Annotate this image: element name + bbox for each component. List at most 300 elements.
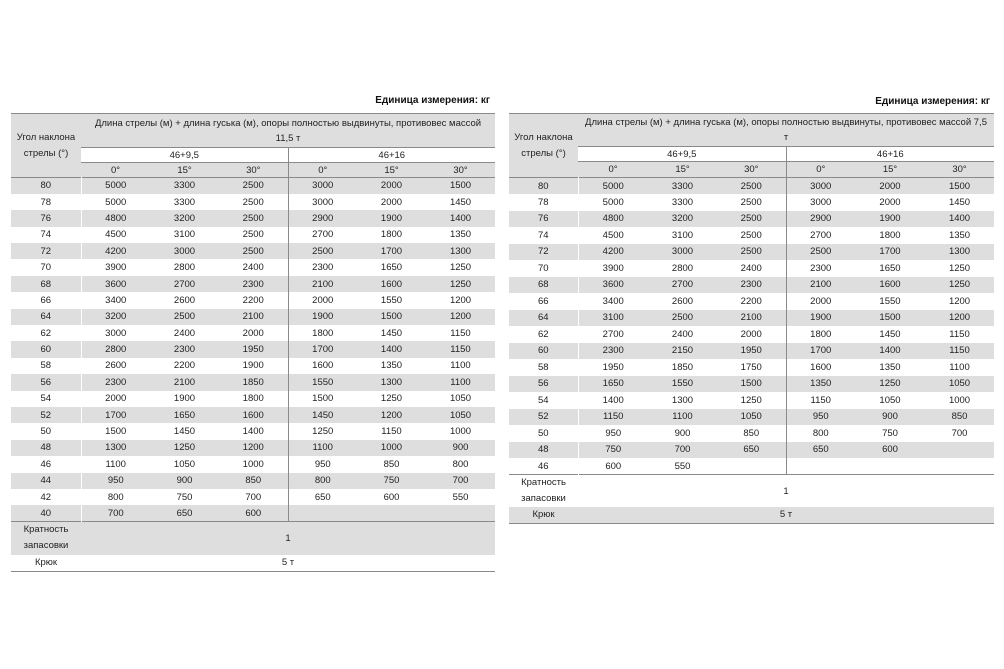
- load-value-cell: [717, 458, 786, 475]
- table-row: [11, 489, 495, 505]
- left-angle-col-header: 30°: [219, 163, 288, 178]
- load-value-cell: 1400: [855, 343, 925, 360]
- table-row: [11, 456, 495, 472]
- load-value-cell: 1350: [357, 358, 426, 374]
- load-value-cell: 2500: [717, 178, 786, 195]
- right-reeving-value: 1: [578, 475, 994, 508]
- load-value-cell: 1650: [855, 260, 925, 277]
- load-value-cell: 2300: [81, 374, 150, 390]
- load-value-cell: 3000: [288, 178, 357, 194]
- load-value-cell: 2500: [219, 227, 288, 243]
- boom-angle-cell: 44: [11, 473, 81, 489]
- load-value-cell: 3200: [150, 210, 219, 226]
- table-row: [509, 343, 994, 360]
- load-value-cell: 2500: [786, 244, 855, 261]
- load-value-cell: 1400: [925, 211, 994, 228]
- load-value-cell: 850: [357, 456, 426, 472]
- load-value-cell: 2100: [717, 310, 786, 327]
- right-angle-col-header: 30°: [717, 162, 786, 178]
- load-value-cell: 950: [786, 409, 855, 426]
- load-value-cell: 5000: [81, 178, 150, 194]
- load-value-cell: 1950: [717, 343, 786, 360]
- left-table-body: [11, 114, 495, 178]
- load-value-cell: 2600: [150, 292, 219, 308]
- load-value-cell: 1500: [357, 309, 426, 325]
- table-row: [11, 178, 495, 194]
- table-row: [509, 244, 994, 261]
- load-value-cell: 2000: [717, 326, 786, 343]
- load-value-cell: 1450: [426, 194, 495, 210]
- load-value-cell: 2900: [786, 211, 855, 228]
- table-row: [11, 292, 495, 308]
- load-value-cell: 1100: [426, 374, 495, 390]
- load-value-cell: 1250: [925, 277, 994, 294]
- load-value-cell: 2300: [219, 276, 288, 292]
- load-value-cell: 2100: [288, 276, 357, 292]
- load-value-cell: 3000: [288, 194, 357, 210]
- boom-angle-cell: 56: [509, 376, 578, 393]
- table-row: [11, 423, 495, 439]
- load-value-cell: 3100: [578, 310, 648, 327]
- load-value-cell: 5000: [81, 194, 150, 210]
- load-value-cell: 3100: [648, 227, 717, 244]
- right-hook-value: 5 т: [578, 507, 994, 523]
- load-value-cell: 1600: [786, 359, 855, 376]
- load-value-cell: 2200: [150, 358, 219, 374]
- load-value-cell: 1650: [357, 259, 426, 275]
- boom-angle-cell: 66: [11, 292, 81, 308]
- load-value-cell: 600: [855, 442, 925, 459]
- load-value-cell: 800: [288, 473, 357, 489]
- boom-angle-cell: 68: [509, 277, 578, 294]
- load-value-cell: 3300: [150, 178, 219, 194]
- right-angle-col-header: 30°: [925, 162, 994, 178]
- load-value-cell: 550: [426, 489, 495, 505]
- load-value-cell: 2500: [648, 310, 717, 327]
- load-value-cell: 1400: [219, 423, 288, 439]
- load-value-cell: 1350: [426, 227, 495, 243]
- load-value-cell: 3000: [150, 243, 219, 259]
- load-value-cell: 900: [426, 440, 495, 456]
- table-row: [11, 374, 495, 390]
- boom-angle-cell: 60: [11, 341, 81, 357]
- left-load-table: [11, 113, 495, 572]
- load-value-cell: 2500: [150, 309, 219, 325]
- load-value-cell: 1200: [925, 310, 994, 327]
- load-value-cell: 1400: [357, 341, 426, 357]
- load-value-cell: 650: [288, 489, 357, 505]
- load-value-cell: 1150: [426, 325, 495, 341]
- load-value-cell: 900: [855, 409, 925, 426]
- table-row: [11, 194, 495, 210]
- right-data-rows: [509, 178, 994, 475]
- table-row: [11, 259, 495, 275]
- load-value-cell: 1850: [219, 374, 288, 390]
- load-value-cell: 1100: [925, 359, 994, 376]
- load-value-cell: 600: [219, 505, 288, 521]
- table-row: [11, 358, 495, 374]
- boom-angle-cell: 42: [11, 489, 81, 505]
- boom-angle-cell: 70: [509, 260, 578, 277]
- table-row: [11, 276, 495, 292]
- load-value-cell: 1800: [786, 326, 855, 343]
- load-value-cell: 800: [786, 425, 855, 442]
- table-row: [509, 277, 994, 294]
- load-value-cell: 1300: [81, 440, 150, 456]
- boom-angle-cell: 48: [11, 440, 81, 456]
- load-value-cell: 1350: [786, 376, 855, 393]
- left-angle-col-header: 0°: [288, 163, 357, 178]
- left-reeving-value: 1: [81, 522, 495, 555]
- load-value-cell: 1900: [150, 391, 219, 407]
- load-value-cell: 1950: [219, 341, 288, 357]
- load-value-cell: [925, 458, 994, 475]
- load-value-cell: 900: [648, 425, 717, 442]
- load-value-cell: 1550: [855, 293, 925, 310]
- right-angle-col-header: 0°: [578, 162, 648, 178]
- right-hook-label: Крюк: [509, 507, 578, 523]
- boom-angle-cell: 54: [509, 392, 578, 409]
- load-value-cell: 1900: [219, 358, 288, 374]
- load-value-cell: 1650: [150, 407, 219, 423]
- table-row: [509, 293, 994, 310]
- left-data-rows: [11, 178, 495, 522]
- load-value-cell: 1450: [288, 407, 357, 423]
- load-value-cell: 1250: [150, 440, 219, 456]
- load-value-cell: 600: [357, 489, 426, 505]
- table-row: [509, 326, 994, 343]
- load-value-cell: 2500: [219, 243, 288, 259]
- load-value-cell: 2400: [150, 325, 219, 341]
- left-table-title: Длина стрелы (м) + длина гуська (м), опоры полностью выдвинуты, противовес массой 11,5 т: [81, 114, 495, 148]
- load-value-cell: 1200: [426, 309, 495, 325]
- load-value-cell: 1250: [855, 376, 925, 393]
- load-value-cell: 2700: [786, 227, 855, 244]
- load-value-cell: 1100: [81, 456, 150, 472]
- table-row: [509, 442, 994, 459]
- boom-angle-cell: 62: [11, 325, 81, 341]
- load-value-cell: 4500: [578, 227, 648, 244]
- boom-angle-cell: 50: [11, 423, 81, 439]
- load-value-cell: 1700: [855, 244, 925, 261]
- table-row: [509, 425, 994, 442]
- load-value-cell: 800: [426, 456, 495, 472]
- load-value-cell: 950: [288, 456, 357, 472]
- boom-angle-cell: 52: [509, 409, 578, 426]
- load-value-cell: 1250: [925, 260, 994, 277]
- load-value-cell: 2300: [288, 259, 357, 275]
- load-value-cell: 3900: [578, 260, 648, 277]
- load-value-cell: 1450: [855, 326, 925, 343]
- load-value-cell: 1100: [648, 409, 717, 426]
- table-row: [11, 243, 495, 259]
- load-value-cell: 1150: [786, 392, 855, 409]
- boom-angle-cell: 46: [509, 458, 578, 475]
- left-reeving-label: Кратность запасовки: [11, 522, 81, 555]
- load-value-cell: 1300: [648, 392, 717, 409]
- load-value-cell: 1700: [288, 341, 357, 357]
- load-value-cell: 2300: [717, 277, 786, 294]
- load-value-cell: 2000: [288, 292, 357, 308]
- load-value-cell: 1250: [357, 391, 426, 407]
- load-value-cell: 600: [578, 458, 648, 475]
- load-value-cell: 700: [648, 442, 717, 459]
- load-value-cell: 3300: [648, 194, 717, 211]
- boom-angle-cell: 64: [11, 309, 81, 325]
- load-value-cell: 750: [578, 442, 648, 459]
- load-value-cell: 800: [81, 489, 150, 505]
- load-value-cell: 2000: [855, 178, 925, 195]
- boom-angle-cell: 58: [509, 359, 578, 376]
- table-row: [11, 309, 495, 325]
- load-value-cell: 3300: [150, 194, 219, 210]
- load-value-cell: 1850: [648, 359, 717, 376]
- left-table-footer: [11, 522, 495, 572]
- load-value-cell: 2500: [717, 194, 786, 211]
- table-row: [509, 359, 994, 376]
- load-value-cell: 1550: [288, 374, 357, 390]
- load-value-cell: 2500: [219, 210, 288, 226]
- load-value-cell: 1050: [855, 392, 925, 409]
- load-value-cell: 2000: [357, 178, 426, 194]
- load-value-cell: 2800: [81, 341, 150, 357]
- boom-angle-cell: 74: [509, 227, 578, 244]
- left-group-header: 46+9,5: [81, 148, 288, 163]
- right-group-header: 46+16: [786, 147, 994, 162]
- load-value-cell: [855, 458, 925, 475]
- load-value-cell: 5000: [578, 178, 648, 195]
- load-value-cell: 550: [648, 458, 717, 475]
- table-row: [509, 178, 994, 195]
- load-value-cell: 2700: [578, 326, 648, 343]
- right-group-header: 46+9,5: [578, 147, 786, 162]
- left-angle-col-header: 15°: [357, 163, 426, 178]
- boom-angle-cell: 70: [11, 259, 81, 275]
- load-value-cell: 2800: [150, 259, 219, 275]
- load-value-cell: 750: [150, 489, 219, 505]
- left-group-header: 46+16: [288, 148, 495, 163]
- boom-angle-cell: 64: [509, 310, 578, 327]
- load-value-cell: 2100: [150, 374, 219, 390]
- load-value-cell: 1400: [426, 210, 495, 226]
- load-value-cell: 700: [925, 425, 994, 442]
- left-angle-col-header: 30°: [426, 163, 495, 178]
- load-value-cell: 1450: [357, 325, 426, 341]
- load-value-cell: 2000: [855, 194, 925, 211]
- load-value-cell: 1600: [357, 276, 426, 292]
- load-value-cell: 1300: [925, 244, 994, 261]
- right-load-table: [509, 113, 994, 524]
- table-row: [11, 210, 495, 226]
- right-table-title: Длина стрелы (м) + длина гуська (м), опоры полностью выдвинуты, противовес массой 7,5 т: [578, 114, 994, 147]
- load-value-cell: 3400: [578, 293, 648, 310]
- boom-angle-cell: 60: [509, 343, 578, 360]
- load-value-cell: 3300: [648, 178, 717, 195]
- boom-angle-cell: 62: [509, 326, 578, 343]
- load-value-cell: [786, 458, 855, 475]
- boom-angle-cell: 78: [11, 194, 81, 210]
- load-value-cell: 2500: [717, 227, 786, 244]
- load-value-cell: 1500: [81, 423, 150, 439]
- load-value-cell: 1450: [150, 423, 219, 439]
- load-value-cell: 1800: [219, 391, 288, 407]
- load-value-cell: 2400: [648, 326, 717, 343]
- table-row: [11, 341, 495, 357]
- right-table-body: [509, 114, 994, 178]
- load-value-cell: 650: [150, 505, 219, 521]
- load-value-cell: 1950: [578, 359, 648, 376]
- load-value-cell: 2000: [357, 194, 426, 210]
- load-value-cell: 700: [81, 505, 150, 521]
- load-value-cell: 650: [717, 442, 786, 459]
- load-value-cell: 1150: [578, 409, 648, 426]
- load-value-cell: 2200: [717, 293, 786, 310]
- table-row: [11, 227, 495, 243]
- load-value-cell: 1100: [426, 358, 495, 374]
- load-value-cell: 2700: [288, 227, 357, 243]
- load-value-cell: 1300: [426, 243, 495, 259]
- load-value-cell: 1550: [357, 292, 426, 308]
- left-angle-header: Угол наклона стрелы (°): [11, 114, 81, 178]
- load-value-cell: 1200: [219, 440, 288, 456]
- load-value-cell: 2400: [219, 259, 288, 275]
- table-row: [509, 409, 994, 426]
- load-value-cell: 3000: [786, 194, 855, 211]
- load-value-cell: 2600: [648, 293, 717, 310]
- load-value-cell: 1700: [786, 343, 855, 360]
- load-value-cell: 1100: [288, 440, 357, 456]
- load-value-cell: [288, 505, 357, 521]
- boom-angle-cell: 56: [11, 374, 81, 390]
- load-value-cell: 750: [855, 425, 925, 442]
- boom-angle-cell: 76: [11, 210, 81, 226]
- load-value-cell: 1650: [578, 376, 648, 393]
- load-value-cell: 4200: [81, 243, 150, 259]
- boom-angle-cell: 54: [11, 391, 81, 407]
- load-value-cell: 1900: [357, 210, 426, 226]
- load-value-cell: 1500: [925, 178, 994, 195]
- right-angle-col-header: 15°: [648, 162, 717, 178]
- load-value-cell: 1350: [925, 227, 994, 244]
- load-value-cell: 1150: [426, 341, 495, 357]
- load-value-cell: 700: [426, 473, 495, 489]
- right-angle-col-header: 0°: [786, 162, 855, 178]
- table-row: [509, 392, 994, 409]
- load-value-cell: 3600: [578, 277, 648, 294]
- load-value-cell: 850: [925, 409, 994, 426]
- load-value-cell: 850: [717, 425, 786, 442]
- load-value-cell: 1250: [288, 423, 357, 439]
- load-value-cell: 650: [786, 442, 855, 459]
- load-value-cell: 2800: [648, 260, 717, 277]
- load-value-cell: 1500: [426, 178, 495, 194]
- load-value-cell: 1300: [357, 374, 426, 390]
- table-row: [11, 407, 495, 423]
- load-value-cell: 2500: [717, 244, 786, 261]
- right-angle-col-header: 15°: [855, 162, 925, 178]
- table-row: [509, 227, 994, 244]
- load-value-cell: 1050: [426, 407, 495, 423]
- load-value-cell: 1800: [288, 325, 357, 341]
- load-value-cell: 4800: [578, 211, 648, 228]
- load-value-cell: 950: [81, 473, 150, 489]
- load-value-cell: [426, 505, 495, 521]
- load-value-cell: 1000: [426, 423, 495, 439]
- load-value-cell: 2500: [219, 194, 288, 210]
- boom-angle-cell: 72: [11, 243, 81, 259]
- load-value-cell: 2900: [288, 210, 357, 226]
- load-value-cell: 1150: [925, 326, 994, 343]
- boom-angle-cell: 66: [509, 293, 578, 310]
- load-value-cell: 1150: [357, 423, 426, 439]
- load-value-cell: 4800: [81, 210, 150, 226]
- table-row: [509, 310, 994, 327]
- load-value-cell: 850: [219, 473, 288, 489]
- load-value-cell: 3100: [150, 227, 219, 243]
- load-value-cell: 1400: [578, 392, 648, 409]
- load-value-cell: 1900: [855, 211, 925, 228]
- load-value-cell: 2200: [219, 292, 288, 308]
- load-value-cell: 3000: [81, 325, 150, 341]
- table-row: [11, 440, 495, 456]
- table-row: [11, 473, 495, 489]
- load-value-cell: [357, 505, 426, 521]
- right-table-footer: [509, 475, 994, 524]
- load-value-cell: 1250: [426, 276, 495, 292]
- load-value-cell: 1600: [288, 358, 357, 374]
- left-hook-value: 5 т: [81, 555, 495, 572]
- load-value-cell: 2000: [81, 391, 150, 407]
- load-value-cell: 1500: [288, 391, 357, 407]
- load-value-cell: 950: [578, 425, 648, 442]
- boom-angle-cell: 48: [509, 442, 578, 459]
- load-value-cell: 1350: [855, 359, 925, 376]
- load-value-cell: 1200: [357, 407, 426, 423]
- load-value-cell: 1250: [717, 392, 786, 409]
- load-value-cell: 1150: [925, 343, 994, 360]
- load-value-cell: 1800: [855, 227, 925, 244]
- load-value-cell: 2100: [219, 309, 288, 325]
- table-row: [11, 505, 495, 521]
- table-row: [11, 325, 495, 341]
- load-value-cell: 1700: [81, 407, 150, 423]
- load-value-cell: 700: [219, 489, 288, 505]
- load-value-cell: 3600: [81, 276, 150, 292]
- load-value-cell: 3200: [81, 309, 150, 325]
- boom-angle-cell: 50: [509, 425, 578, 442]
- load-value-cell: 1500: [717, 376, 786, 393]
- load-value-cell: 900: [150, 473, 219, 489]
- load-value-cell: 1750: [717, 359, 786, 376]
- load-value-cell: 1450: [925, 194, 994, 211]
- load-value-cell: 3900: [81, 259, 150, 275]
- load-value-cell: 1800: [357, 227, 426, 243]
- table-row: [11, 391, 495, 407]
- load-value-cell: 1700: [357, 243, 426, 259]
- right-reeving-label: Кратность запасовки: [509, 475, 578, 508]
- table-row: [509, 194, 994, 211]
- load-value-cell: 1000: [357, 440, 426, 456]
- load-value-cell: 2300: [150, 341, 219, 357]
- load-value-cell: 750: [357, 473, 426, 489]
- load-value-cell: 1050: [717, 409, 786, 426]
- load-value-cell: 2700: [150, 276, 219, 292]
- load-value-cell: 1600: [855, 277, 925, 294]
- load-value-cell: 2100: [786, 277, 855, 294]
- table-row: [509, 458, 994, 475]
- boom-angle-cell: 46: [11, 456, 81, 472]
- boom-angle-cell: 80: [509, 178, 578, 195]
